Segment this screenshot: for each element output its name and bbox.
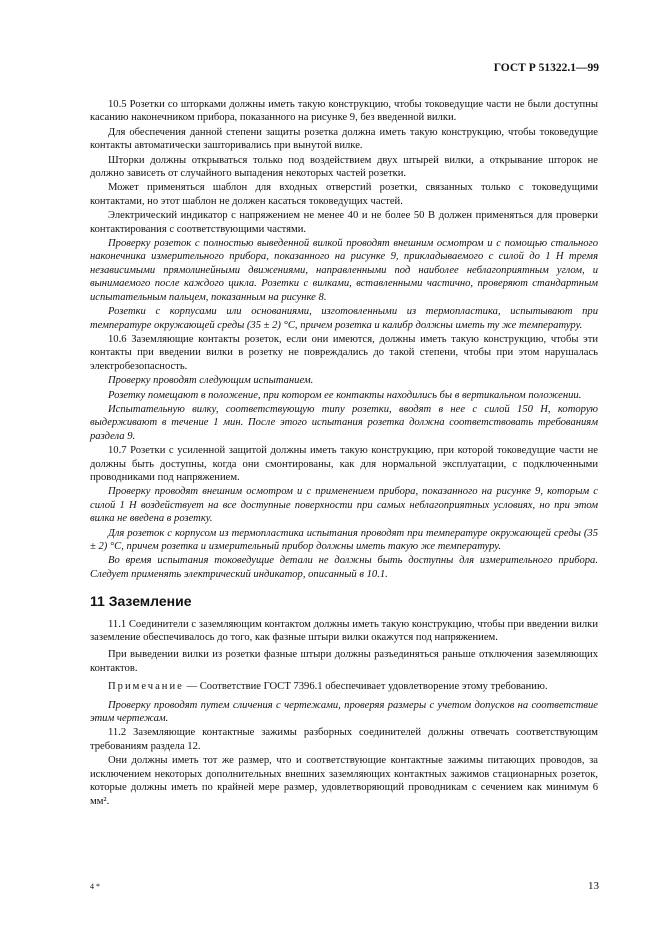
- paragraph-10-5: 10.5 Розетки со шторками должны иметь такую конструкцию, чтобы токоведущие части не были доступны касанию наконечником прибора, показанного на рисунке 9, без введенной вилки.: [90, 99, 598, 124]
- test-procedure: Во время испытания токоведущие детали не должны быть доступны для измерительного прибора. Следует применять электрический индикатор, описанный в 10.1.: [90, 555, 598, 580]
- document-code: ГОСТ Р 51322.1—99: [493, 62, 599, 74]
- note: [90, 680, 598, 693]
- note-text: — Соответствие ГОСТ 7396.1 обеспечивает удовлетворение этому требованию.: [183, 681, 548, 693]
- footer-mark: 4 *: [90, 882, 100, 891]
- paragraph: Они должны иметь тот же размер, что и соответствующие контактные зажимы питающих проводов, за исключением некоторых дополнительных внешних заземляющих контактных зажимов стационарных розеток, которые должны иметь по крайней мере размер, удовлетворяющий проводникам с сечением как минимум 6 мм².: [90, 755, 598, 807]
- paragraph: Шторки должны открываться только под воздействием двух штырей вилки, а открывание шторок не должно зависеть от случайного выпадения некоторых частей розетки.: [90, 154, 598, 180]
- test-procedure: Испытательную вилку, соответствующую типу розетки, вводят в нее с силой 150 Н, которую выдерживают в течение 1 мин. После этого испытания розетка должна соответствовать требованиям раздела 9.: [90, 403, 598, 442]
- paragraph: Для обеспечения данной степени защиты розетка должна иметь такую конструкцию, чтобы токоведущие контакты автоматически зашторивались при вынутой вилке.: [90, 126, 598, 152]
- paragraph: Может применяться шаблон для входных отверстий розетки, связанных только с токоведущими контактами, но этот шаблон не должен касаться токоведущих частей.: [90, 182, 598, 207]
- test-procedure: Розетку помещают в положение, при котором ее контакты находились бы в вертикальном положении.: [108, 389, 582, 401]
- paragraph: Электрический индикатор с напряжением не менее 40 и не более 50 В должен применяться для проверки контактирования с соответствующими частями.: [90, 210, 598, 235]
- paragraph-10-7: 10.7 Розетки с усиленной защитой должны иметь такую конструкцию, при которой токоведущие части не должны быть доступны, когда они смонтированы, как для нормальной эксплуатации, с подключенными проводниками под напряжением.: [90, 445, 598, 483]
- section-title: 11 Заземление: [90, 593, 192, 610]
- note-label: Примечание: [108, 681, 184, 693]
- test-procedure: Проверку проводят путем сличения с чертежами, проверяя размеры с учетом допусков на соответствие этим чертежам.: [90, 699, 598, 725]
- paragraph: При выведении вилки из розетки фазные штыри должны разъединяться раньше отключения заземляющих контактов.: [90, 649, 598, 674]
- test-procedure: Розетки с корпусами или основаниями, изготовленными из термопластика, испытывают при температуре окружающей среды (35 ± 2) °С, причем розетка и калибр должны иметь ту же температуру.: [90, 306, 598, 331]
- test-procedure: Проверку проводят следующим испытанием.: [108, 375, 314, 387]
- paragraph-11-2: 11.2 Заземляющие контактные зажимы разборных соединителей должны отвечать соответствующим требованиям раздела 12.: [90, 727, 598, 752]
- page-body: [90, 98, 598, 809]
- test-procedure: Проверку розеток с полностью выведенной вилкой проводят внешним осмотром и с помощью стального наконечника измерительного прибора, показанного на рисунке 9, прикладываемого с силой до 1 Н тремя независимыми прямолинейными движениями, направленными под наиболее неблагоприятным углом, и вынимаемого после каждого цикла. Розетки с вилками, вставленными частично, проверяют стандартным испытательным пальцем, показанным на рисунке 8.: [90, 238, 598, 303]
- paragraph-10-6: 10.6 Заземляющие контакты розеток, если они имеются, должны иметь такую конструкцию, чтобы эти контакты при введении вилки в розетку не повреждались до такой степени, чтобы при этом нарушалась электробезопасность.: [90, 333, 598, 372]
- test-procedure: Проверку проводят внешним осмотром и с применением прибора, показанного на рисунке 9, которым с силой 1 Н воздействует на все доступные поверхности при самых неблагоприятных условиях, но при этом вилка не введена в розетку.: [90, 486, 598, 525]
- test-procedure: Для розеток с корпусом из термопластика испытания проводят при температуре окружающей среды (35 ± 2) °С, причем розетка и измерительный прибор должны иметь такую же температуру.: [90, 527, 598, 552]
- page-number: 13: [588, 880, 599, 892]
- paragraph-11-1: 11.1 Соединители с заземляющим контактом должны иметь такую конструкцию, чтобы при введении вилки заземление обеспечивалось до того, как фазные штыри вилки окажутся под напряжением.: [90, 618, 598, 644]
